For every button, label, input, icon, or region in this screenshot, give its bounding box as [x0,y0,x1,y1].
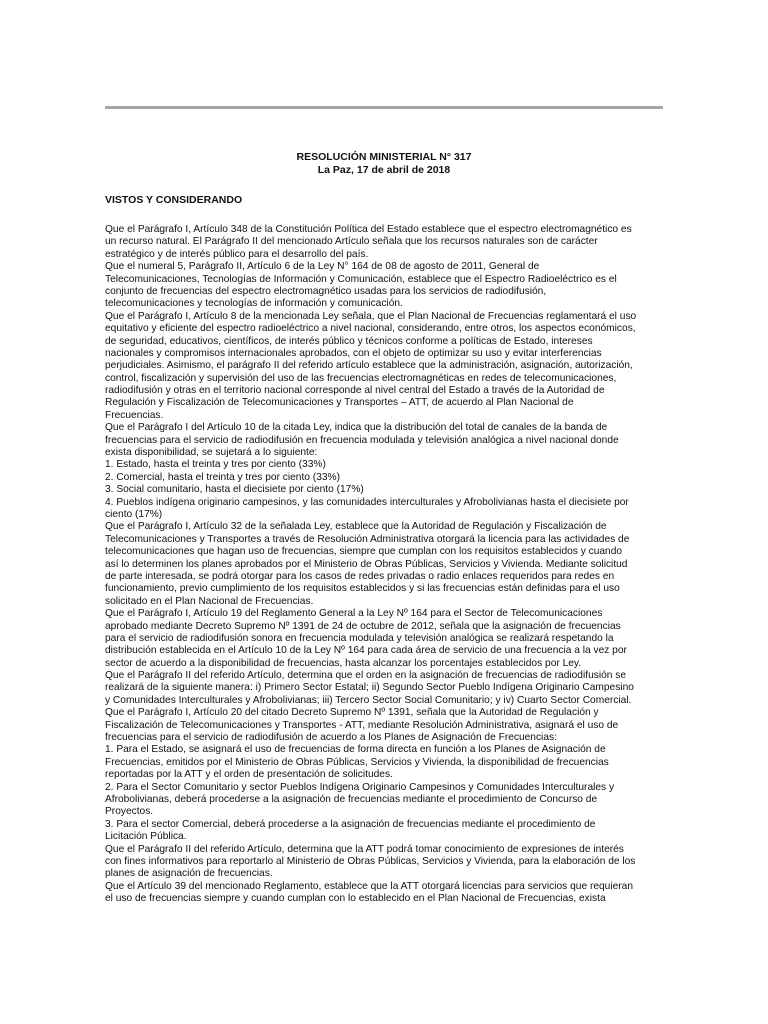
body-line: solicitado en el Plan Nacional de Frecuencias. [105,595,314,607]
body-line: Que el numeral 5, Parágrafo II, Artículo 6 de la Ley N° 164 de 08 de agosto de 2011, General de [105,261,540,273]
body-line: Regulación y Fiscalización de Telecomunicaciones y Transportes – ATT, de acuerdo al Plan Nacional de [105,397,574,409]
body-line: un recurso natural. El Parágrafo II del mencionado Artículo señala que los recursos naturales son de carácter [105,236,598,248]
document-date: La Paz, 17 de abril de 2018 [317,164,451,176]
body-line: Licitación Pública. [105,831,187,843]
body-line: exista disponibilidad, se sujetará a lo siguiente: [105,447,318,459]
body-line: realizará de la siguiente manera: i) Primero Sector Estatal; ii) Segundo Sector Pueblo Indígena Originario Campesino [105,682,634,694]
header-rule [105,106,663,109]
body-line: Que el Parágrafo I, Artículo 32 de la señalada Ley, establece que la Autoridad de Regulación y Fiscalización de [105,521,607,533]
body-line: estratégico y de interés público para el desarrollo del país. [105,248,369,260]
body-line: Telecomunicaciones, Tecnologías de Información y Comunicación, establece que el Espectro Radioeléctrico es el [105,273,617,285]
body-line: Que el Parágrafo I, Artículo 19 del Reglamento General a la Ley Nº 164 para el Sector de Telecomunicaciones [105,608,603,620]
body-line: Frecuencias, emitidos por el Ministerio de Obras Públicas, Servicios y Vivienda, la disponibilidad de frecuencias [105,756,609,768]
body-line: perjudiciales. Asimismo, el parágrafo II del referido artículo establece que la administración, asignación, autorización, [105,360,633,372]
body-line: de seguridad, educativos, científicos, de interés público y técnicos conforme a políticas de Estado, intereses [105,335,593,347]
body-line: conjunto de frecuencias del espectro electromagnético usadas para los servicios de radiodifusión, [105,285,547,297]
body-line: Afrobolivianas, deberá procederse a la asignación de frecuencias mediante el procedimiento de Concurso de [105,793,598,805]
body-line: planes de asignación de frecuencias. [105,868,273,880]
body-line: ciento (17%) [105,508,163,520]
body-line: radiodifusión y otras en el territorio nacional corresponde al nivel central del Estado a través de la Autoridad de [105,385,605,397]
body-line: el uso de frecuencias siempre y cuando cumplan con lo establecido en el Plan Nacional de Frecuencias, exista [105,893,606,905]
body-line: Que el Parágrafo I, Artículo 8 de la mencionada Ley señala, que el Plan Nacional de Frecuencias reglamentará el uso [105,310,637,322]
body-line: Que el Parágrafo I, Artículo 348 de la Constitución Política del Estado establece que el espectro electromagnético es [105,224,632,235]
body-line: frecuencias para el servicio de radiodifusión en frecuencia modulada y televisión analógica a nivel nacional donde [105,434,619,446]
body-line: Que el Artículo 39 del mencionado Reglamento, establece que la ATT otorgará licencias para servicios que requieran [105,880,633,892]
body-line: Telecomunicaciones y Transportes a través de Resolución Administrativa otorgará la licencia para las actividades de [105,533,630,545]
body-line: Frecuencias. [105,409,164,421]
body-line: así lo determinen los planes aprobados por el Ministerio de Obras Públicas, Servicios y Vivienda. Mediante solicitud [105,558,628,570]
body-line: Que el Parágrafo I, Artículo 20 del citado Decreto Supremo Nº 1391, señala que la Autoridad de Regulación y [105,707,599,719]
body-line: 4. Pueblos indígena originario campesinos, y las comunidades interculturales y Afrobolivianas hasta el diecisiete por [105,496,629,508]
body-line: equitativo y eficiente del espectro radioeléctrico a nivel nacional, considerando, entre otros, los aspectos económicos, [105,323,636,335]
body-line: Proyectos. [105,806,154,818]
body-line: Que el Parágrafo I del Artículo 10 de la citada Ley, indica que la distribución del total de canales de la banda de [105,422,608,434]
body-line: Que el Parágrafo II del referido Artículo, determina que el orden en la asignación de frecuencias de radiodifusión se [105,670,627,682]
body-line: 2. Para el Sector Comunitario y sector Pueblos Indígena Originario Campesinos y Comunidades Interculturales y [105,781,615,793]
body-line: Que el Parágrafo II del referido Artículo, determina que la ATT podrá tomar conocimiento de expresiones de interés [105,843,624,855]
body-line: y Comunidades Interculturales y Afrobolivianas; iii) Tercero Sector Social Comunitario; y iv) Cuarto Sector Comercial. [105,694,632,706]
body-line: 2. Comercial, hasta el treinta y tres por ciento (33%) [105,471,340,483]
document-title: RESOLUCIÓN MINISTERIAL N° 317 [296,151,472,163]
body-line: frecuencias para el servicio de radiodifusión de acuerdo a los Planes de Asignación de Frecuencias: [105,732,557,744]
section-heading: VISTOS Y CONSIDERANDO [105,194,243,206]
body-line: 1. Para el Estado, se asignará el uso de frecuencias de forma directa en función a los Planes de Asignación de [105,744,606,756]
body-line: 1. Estado, hasta el treinta y tres por ciento (33%) [105,459,326,471]
body-line: reportadas por la ATT y el orden de presentación de solicitudes. [105,769,393,781]
body-line: distribución establecida en el Artículo 10 de la Ley Nº 164 para cada área de servicio de una frecuencia a la vez por [105,645,627,657]
document-body [105,224,665,905]
body-line: para el servicio de radiodifusión sonora en frecuencia modulada y televisión analógica se realizará respetando la [105,632,614,644]
body-line: control, fiscalización y supervisión del uso de las frecuencias electromagnéticas en redes de telecomunicaciones, [105,372,617,384]
body-line: telecomunicaciones y tecnologías de información y comunicación. [105,298,403,310]
body-line: sector de acuerdo a la disponibilidad de frecuencias, hasta alcanzar los porcentajes establecidos por Ley. [105,657,582,669]
body-line: aprobado mediante Decreto Supremo Nº 1391 de 24 de octubre de 2012, señala que la asignación de frecuencias [105,620,621,632]
body-line: 3. Social comunitario, hasta el diecisiete por ciento (17%) [105,484,364,496]
body-line: con fines informativos para reportarlo al Ministerio de Obras Públicas, Servicios y Vivienda, para la elaboración de los [105,855,636,867]
body-line: 3. Para el sector Comercial, deberá procederse a la asignación de frecuencias mediante el procedimiento de [105,818,596,830]
body-line: funcionamiento, previo cumplimiento de los requisitos establecidos y si las frecuencias están definidas para el uso [105,583,620,595]
body-line: de parte interesada, se podrá otorgar para los casos de redes privadas o radio enlaces requeridos para redes en [105,570,615,582]
body-line: telecomunicaciones que hagan uso de frecuencias, siempre que cumplan con los requisitos establecidos y cuando [105,546,623,558]
body-line: Fiscalización de Telecomunicaciones y Transportes - ATT, mediante Resolución Administrativa, asignará el uso de [105,719,619,731]
body-line: nacionales y compromisos internacionales aprobados, con el objeto de optimizar su uso y evitar interferencias [105,347,602,359]
